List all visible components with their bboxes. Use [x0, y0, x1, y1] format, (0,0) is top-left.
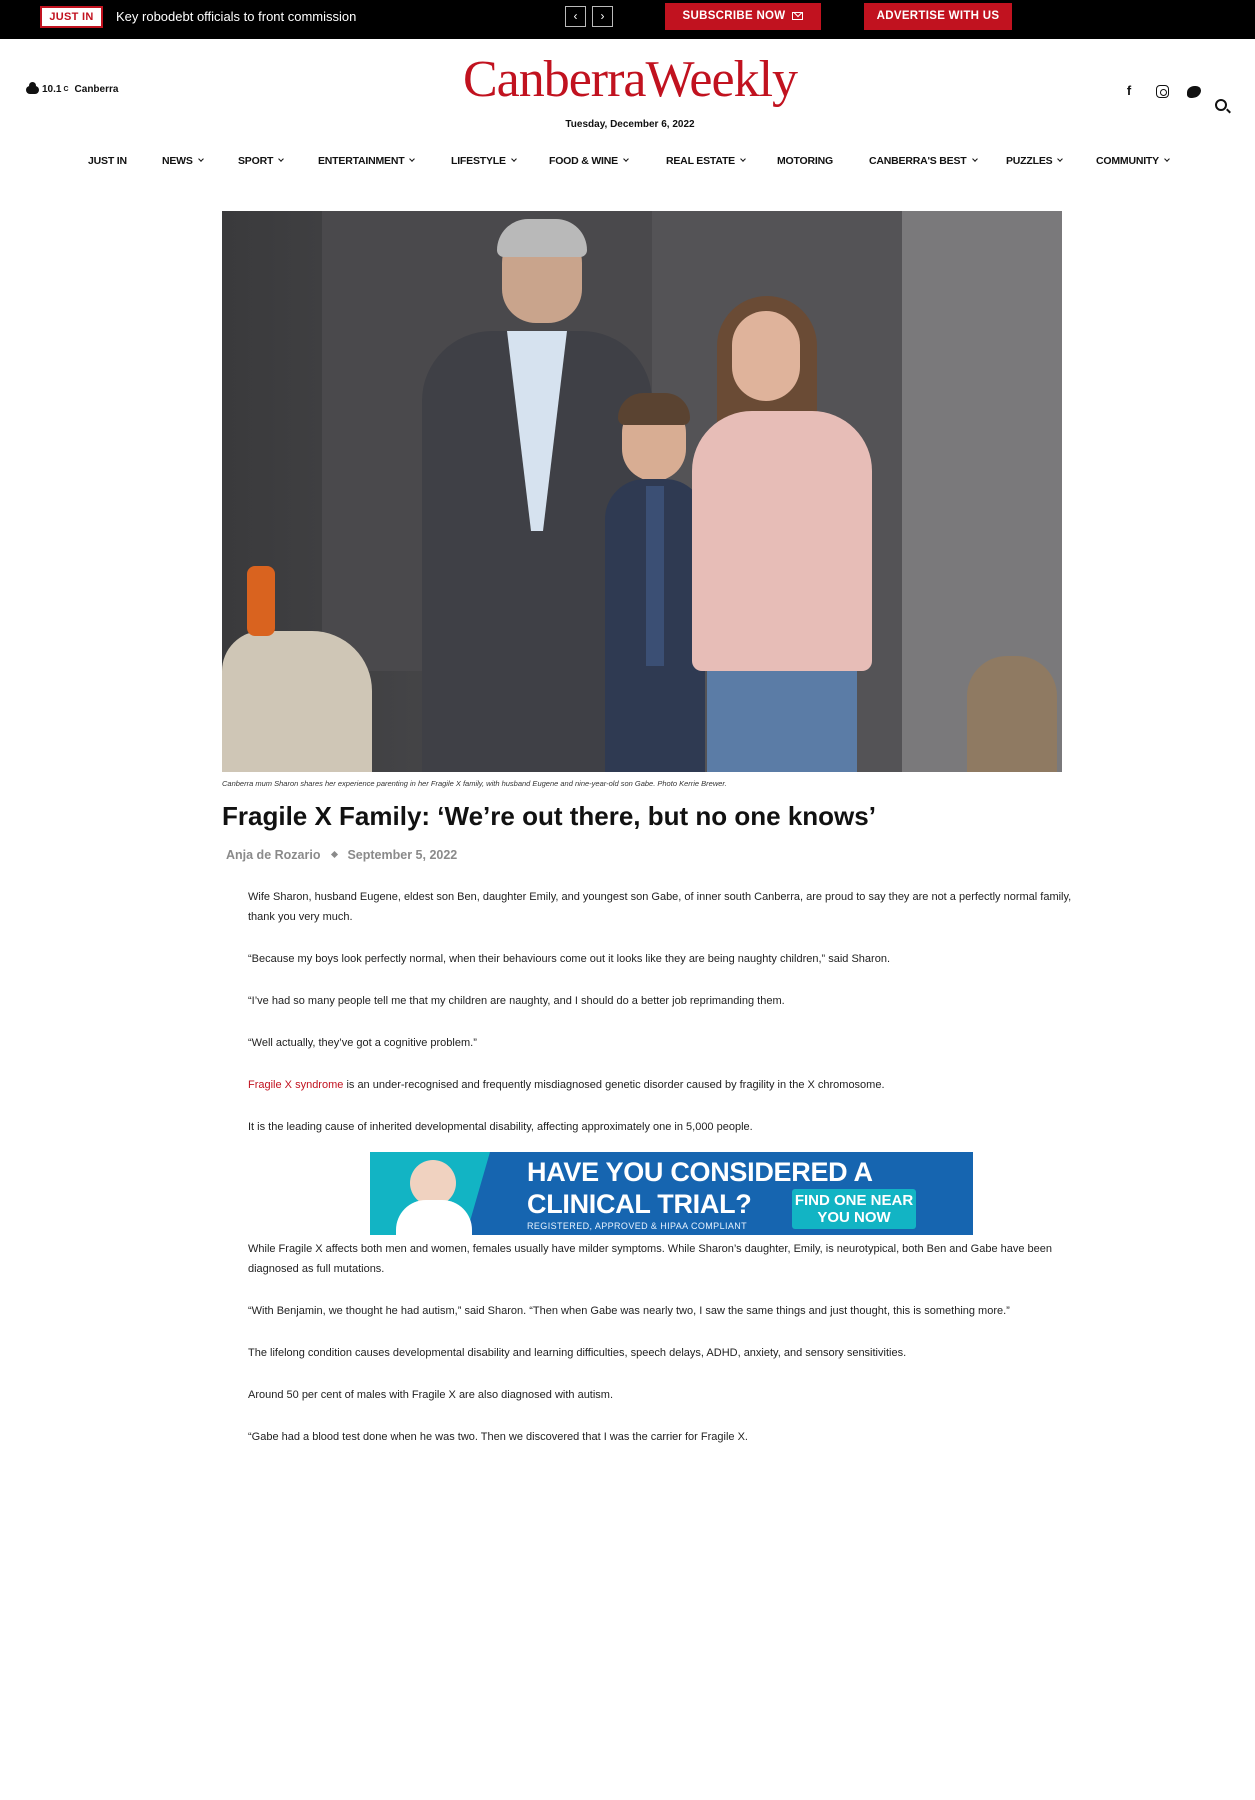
article-paragraph: “I’ve had so many people tell me that my children are naughty, and I should do a better job reprimanding them. [248, 995, 785, 1007]
article-paragraph: “Well actually, they’ve got a cognitive problem.” [248, 1037, 477, 1049]
subscribe-label: SUBSCRIBE NOW [682, 10, 786, 22]
nav-item-news[interactable]: NEWS [162, 155, 203, 167]
chevron-down-icon [278, 156, 284, 162]
nav-item-real-estate[interactable]: REAL ESTATE [666, 155, 745, 167]
ticker-prev-button[interactable] [565, 6, 586, 27]
advertise-button[interactable]: ADVERTISE WITH US [864, 3, 1012, 30]
image-caption: Canberra mum Sharon shares her experience parenting in her Fragile X family, with husband Eugene and nine-year-old son Gabe. Photo Kerrie Brewer. [222, 779, 727, 788]
chevron-down-icon [972, 156, 978, 162]
weather-temp: 10.1 [42, 84, 62, 95]
header-date: Tuesday, December 6, 2022 [565, 119, 695, 130]
article-hero-image [222, 211, 1062, 772]
nav-item-canberras-best[interactable]: CANBERRA'S BEST [869, 155, 977, 167]
article-paragraph: Fragile X syndrome is an under-recognised and frequently misdiagnosed genetic disorder caused by fragility in the X chromosome. [248, 1079, 885, 1091]
chevron-down-icon [623, 156, 629, 162]
twitter-icon[interactable] [1187, 86, 1201, 98]
mail-icon [792, 12, 803, 20]
chevron-down-icon [410, 156, 416, 162]
nav-item-just-in[interactable]: JUST IN [88, 155, 127, 167]
nav-item-lifestyle[interactable]: LIFESTYLE [451, 155, 516, 167]
chevron-down-icon [198, 156, 204, 162]
cloud-icon [26, 86, 39, 94]
weather-city: Canberra [74, 84, 119, 95]
article-meta [226, 848, 457, 862]
separator-dot [331, 851, 338, 858]
chevron-down-icon [740, 156, 746, 162]
chevron-left-icon: ‹ [573, 9, 578, 23]
author-link[interactable]: Anja de Rozario [226, 848, 321, 862]
chevron-right-icon: › [600, 9, 605, 23]
article-paragraph: “Gabe had a blood test done when he was two. Then we discovered that I was the carrier for Fragile X. [248, 1431, 748, 1443]
search-icon[interactable] [1215, 99, 1227, 111]
article-paragraph: The lifelong condition causes developmental disability and learning difficulties, speech delays, ADHD, anxiety, and sensory sensitivities. [248, 1347, 907, 1359]
chevron-down-icon [511, 156, 517, 162]
article-paragraph: It is the leading cause of inherited developmental disability, affecting approximately one in 5,000 people. [248, 1121, 753, 1133]
clinical-trial-ad-banner[interactable] [370, 1152, 973, 1235]
nav-item-entertainment[interactable]: ENTERTAINMENT [318, 155, 414, 167]
article-paragraph: Around 50 per cent of males with Fragile X are also diagnosed with autism. [248, 1389, 614, 1401]
weather-widget [26, 84, 118, 95]
ad-subline: REGISTERED, APPROVED & HIPAA COMPLIANT [527, 1221, 748, 1231]
article-paragraph: While Fragile X affects both men and women, females usually have milder symptoms. While Sharon’s daughter, Emily, is neurotypical, both Ben and Gabe have been diagnosed as full mutations. [248, 1243, 1053, 1275]
site-logo[interactable]: CanberraWeekly [462, 51, 798, 108]
main-nav [0, 155, 1255, 171]
nav-item-puzzles[interactable]: PUZZLES [1006, 155, 1062, 167]
chevron-down-icon [1058, 156, 1064, 162]
chevron-down-icon [1164, 156, 1170, 162]
ad-headline-1: HAVE YOU CONSIDERED A [527, 1157, 873, 1187]
weather-unit: C [63, 86, 69, 93]
article-paragraph: “Because my boys look perfectly normal, when their behaviours come out it looks like they are being naughty children,” said Sharon. [248, 953, 891, 965]
nav-item-community[interactable]: COMMUNITY [1096, 155, 1169, 167]
ticker-next-button[interactable] [592, 6, 613, 27]
nav-item-food-wine[interactable]: FOOD & WINE [549, 155, 628, 167]
ad-cta-button[interactable]: FIND ONE NEAR YOU NOW [792, 1189, 916, 1229]
ad-headline-2: CLINICAL TRIAL? [527, 1189, 752, 1219]
article-paragraph: Wife Sharon, husband Eugene, eldest son Ben, daughter Emily, and youngest son Gabe, of inner south Canberra, are proud to say they are not a perfectly normal family, thank you very much. [248, 891, 1072, 923]
just-in-badge[interactable]: JUST IN [40, 6, 103, 28]
article-paragraph: “With Benjamin, we thought he had autism,” said Sharon. “Then when Gabe was nearly two, I saw the same things and just thought, this is something more.” [248, 1305, 1010, 1317]
fragile-x-link[interactable]: Fragile X syndrome [248, 1079, 344, 1091]
subscribe-button[interactable] [665, 3, 821, 30]
instagram-icon[interactable] [1156, 85, 1169, 98]
ticker-headline-link[interactable]: Key robodebt officials to front commission [116, 9, 357, 24]
article-title: Fragile X Family: ‘We’re out there, but no one knows’ [222, 801, 876, 831]
facebook-icon[interactable]: f [1126, 83, 1132, 98]
nav-item-motoring[interactable]: MOTORING [777, 155, 833, 167]
nav-item-sport[interactable]: SPORT [238, 155, 283, 167]
top-bar [0, 0, 1255, 39]
publish-date: September 5, 2022 [347, 848, 458, 862]
